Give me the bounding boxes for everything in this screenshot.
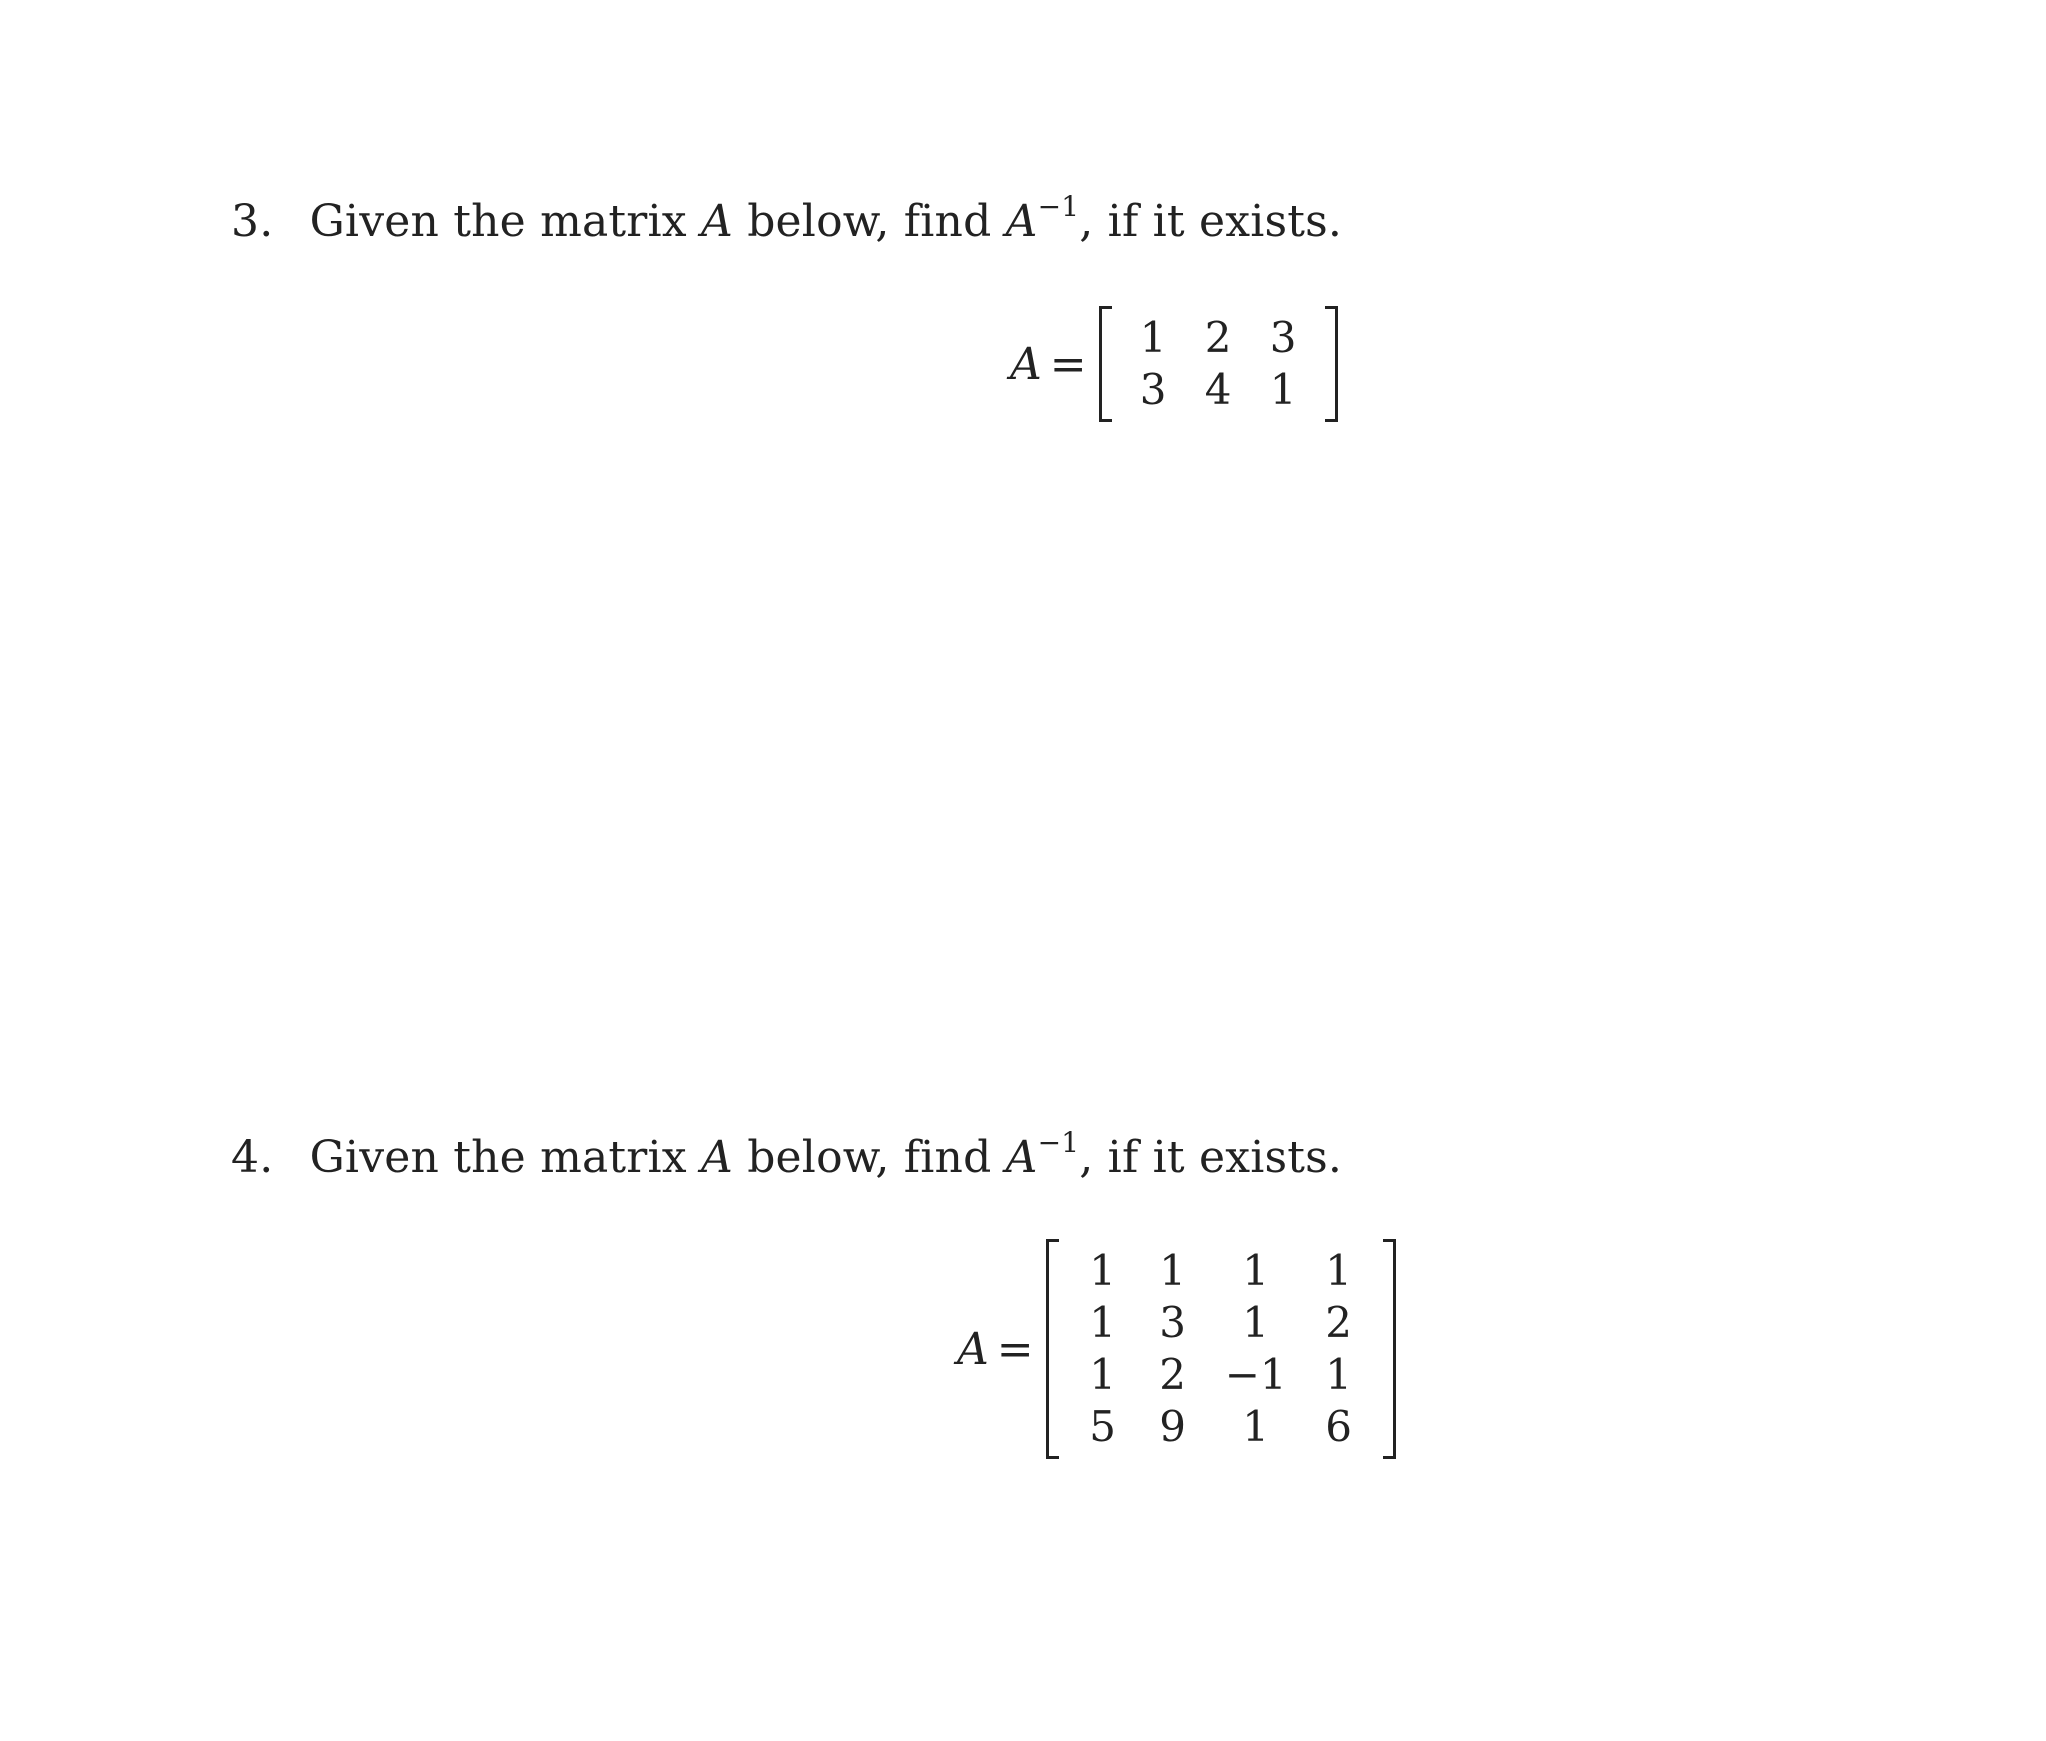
problem-3-statement <box>231 190 1343 247</box>
matrix-row <box>1121 312 1316 364</box>
problem-4-statement <box>231 1126 1343 1183</box>
matrix-cell: 4 <box>1204 365 1232 414</box>
matrix-cell: 1 <box>1242 1298 1270 1347</box>
right-bracket <box>1383 1239 1396 1459</box>
matrix-cell: 6 <box>1325 1402 1353 1451</box>
matrix-cell: 1 <box>1089 1298 1117 1347</box>
matrix-row <box>1068 1245 1374 1297</box>
problem-3-inverse-base: A <box>1005 196 1038 247</box>
problem-3-matrix-grid <box>1121 312 1316 416</box>
problem-4-equals-sign: = <box>996 1323 1034 1375</box>
left-bracket <box>1046 1239 1059 1459</box>
problem-3-text-before: Given the matrix <box>309 196 687 247</box>
problem-3-equation-lhs <box>1010 339 1099 390</box>
left-bracket <box>1099 306 1112 422</box>
problem-4-number: 4. <box>231 1132 274 1183</box>
problem-3-equation <box>1010 312 1338 416</box>
problem-3-inverse-exponent: −1 <box>1037 190 1080 223</box>
matrix-cell: 1 <box>1242 1246 1270 1295</box>
matrix-row <box>1121 364 1316 416</box>
right-bracket <box>1325 306 1338 422</box>
problem-4-equation <box>957 1245 1396 1453</box>
matrix-cell: 1 <box>1139 313 1167 362</box>
matrix-row <box>1068 1401 1374 1453</box>
matrix-cell: 1 <box>1159 1246 1187 1295</box>
matrix-row <box>1068 1349 1374 1401</box>
problem-3-equals-sign: = <box>1049 338 1087 390</box>
matrix-cell: 2 <box>1159 1350 1187 1399</box>
problem-3-lhs-var: A <box>1010 338 1042 390</box>
problem-3-var: A <box>701 196 733 247</box>
matrix-cell: 1 <box>1242 1402 1270 1451</box>
problem-4-inverse-base: A <box>1005 1132 1038 1183</box>
problem-3-matrix <box>1099 312 1338 416</box>
matrix-cell: 3 <box>1159 1298 1187 1347</box>
matrix-cell: 1 <box>1269 365 1297 414</box>
problem-4-var: A <box>701 1132 733 1183</box>
problem-4-text-after: , if it exists. <box>1079 1132 1343 1183</box>
problem-4-text-middle: below, find <box>747 1132 992 1183</box>
matrix-cell: 1 <box>1325 1350 1353 1399</box>
matrix-cell: −1 <box>1224 1350 1287 1399</box>
matrix-cell: 5 <box>1089 1402 1117 1451</box>
problem-3-number: 3. <box>231 196 274 247</box>
matrix-cell: 2 <box>1204 313 1232 362</box>
problem-4-equation-lhs <box>957 1324 1046 1375</box>
matrix-cell: 3 <box>1139 365 1167 414</box>
matrix-cell: 2 <box>1325 1298 1353 1347</box>
problem-4-inverse-exponent: −1 <box>1037 1126 1080 1159</box>
problem-4-text-before: Given the matrix <box>309 1132 687 1183</box>
matrix-row <box>1068 1297 1374 1349</box>
matrix-cell: 1 <box>1089 1350 1117 1399</box>
matrix-cell: 9 <box>1159 1402 1187 1451</box>
problem-4-matrix <box>1046 1245 1396 1453</box>
problem-3-text-after: , if it exists. <box>1079 196 1343 247</box>
matrix-cell: 1 <box>1325 1246 1353 1295</box>
matrix-cell: 3 <box>1269 313 1297 362</box>
problem-4-matrix-grid <box>1068 1245 1374 1453</box>
problem-3-text-middle: below, find <box>747 196 992 247</box>
problem-4-lhs-var: A <box>957 1323 989 1375</box>
matrix-cell: 1 <box>1089 1246 1117 1295</box>
